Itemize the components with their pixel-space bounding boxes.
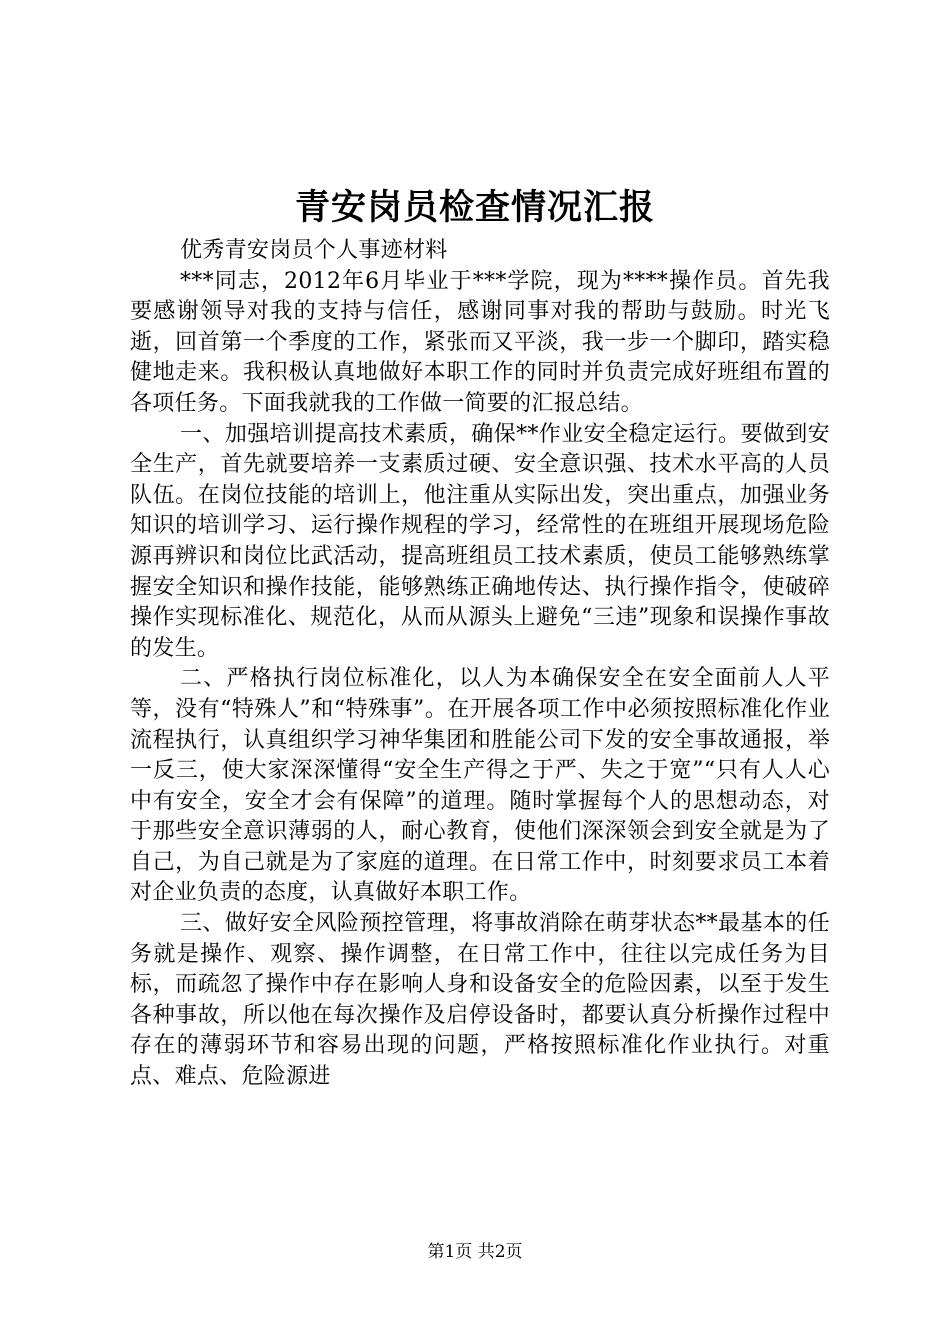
paragraph-section-three: 三、做好安全风险预控管理，将事故消除在萌芽状态**最基本的任务就是操作、观察、操作调整，在日常工作中，往往以完成任务为目标，而疏忽了操作中存在影响人身和设备安全的危险因素，以至于发生各种事故，所以他在每次操作及启停设备时，都要认真分析操作过程中存在的薄弱环节和容易出现的问题，严格按照标准化作业执行。对重点、难点、危险源进	[130, 911, 830, 1090]
paragraph-intro: ***同志，2012年6月毕业于***学院，现为****操作员。首先我要感谢领导对我的支持与信任，感谢同事对我的帮助与鼓励。时光飞逝，回首第一个季度的工作，紧张而又平淡，我一步一个脚印，踏实稳健地走来。我积极认真地做好本职工作的同时并负责完成好班组布置的各项任务。下面我就我的工作做一简要的汇报总结。	[130, 268, 830, 416]
paragraph-subtitle: 优秀青安岗员个人事迹材料	[180, 238, 448, 263]
document-title: 青安岗员检查情况汇报	[294, 187, 655, 228]
paragraph-section-one: 一、加强培训提高技术素质，确保**作业安全稳定运行。要做到安全生产，首先就要培养一支素质过硬、安全意识强、技术水平高的人员队伍。在岗位技能的培训上，他注重从实际出发，突出重点，加强业务知识的培训学习、运行操作规程的学习，经常性的在班组开展现场危险源再辨识和岗位比武活动，提高班组员工技术素质，使员工能够熟练掌握安全知识和操作技能，能够熟练正确地传达、执行操作指令，使破碎操作实现标准化、规范化，从而从源头上避免“三违”现象和误操作事故的发生。	[130, 421, 830, 661]
paragraph-section-two: 二、严格执行岗位标准化，以人为本确保安全在安全面前人人平等，没有“特殊人”和“特殊事”。在开展各项工作中必须按照标准化作业流程执行，认真组织学习神华集团和胜能公司下发的安全事故通报，举一反三，使大家深深懂得“安全生产得之于严、失之于宽”“只有人人心中有安全，安全才会有保障”的道理。随时掌握每个人的思想动态，对于那些安全意识薄弱的人，耐心教育，使他们深深领会到安全就是为了自己，为自己就是为了家庭的道理。在日常工作中，时刻要求员工本着对企业负责的态度，认真做好本职工作。	[130, 666, 830, 906]
page-footer: 第1页 共2页	[427, 1242, 523, 1262]
document-body	[130, 236, 830, 1093]
